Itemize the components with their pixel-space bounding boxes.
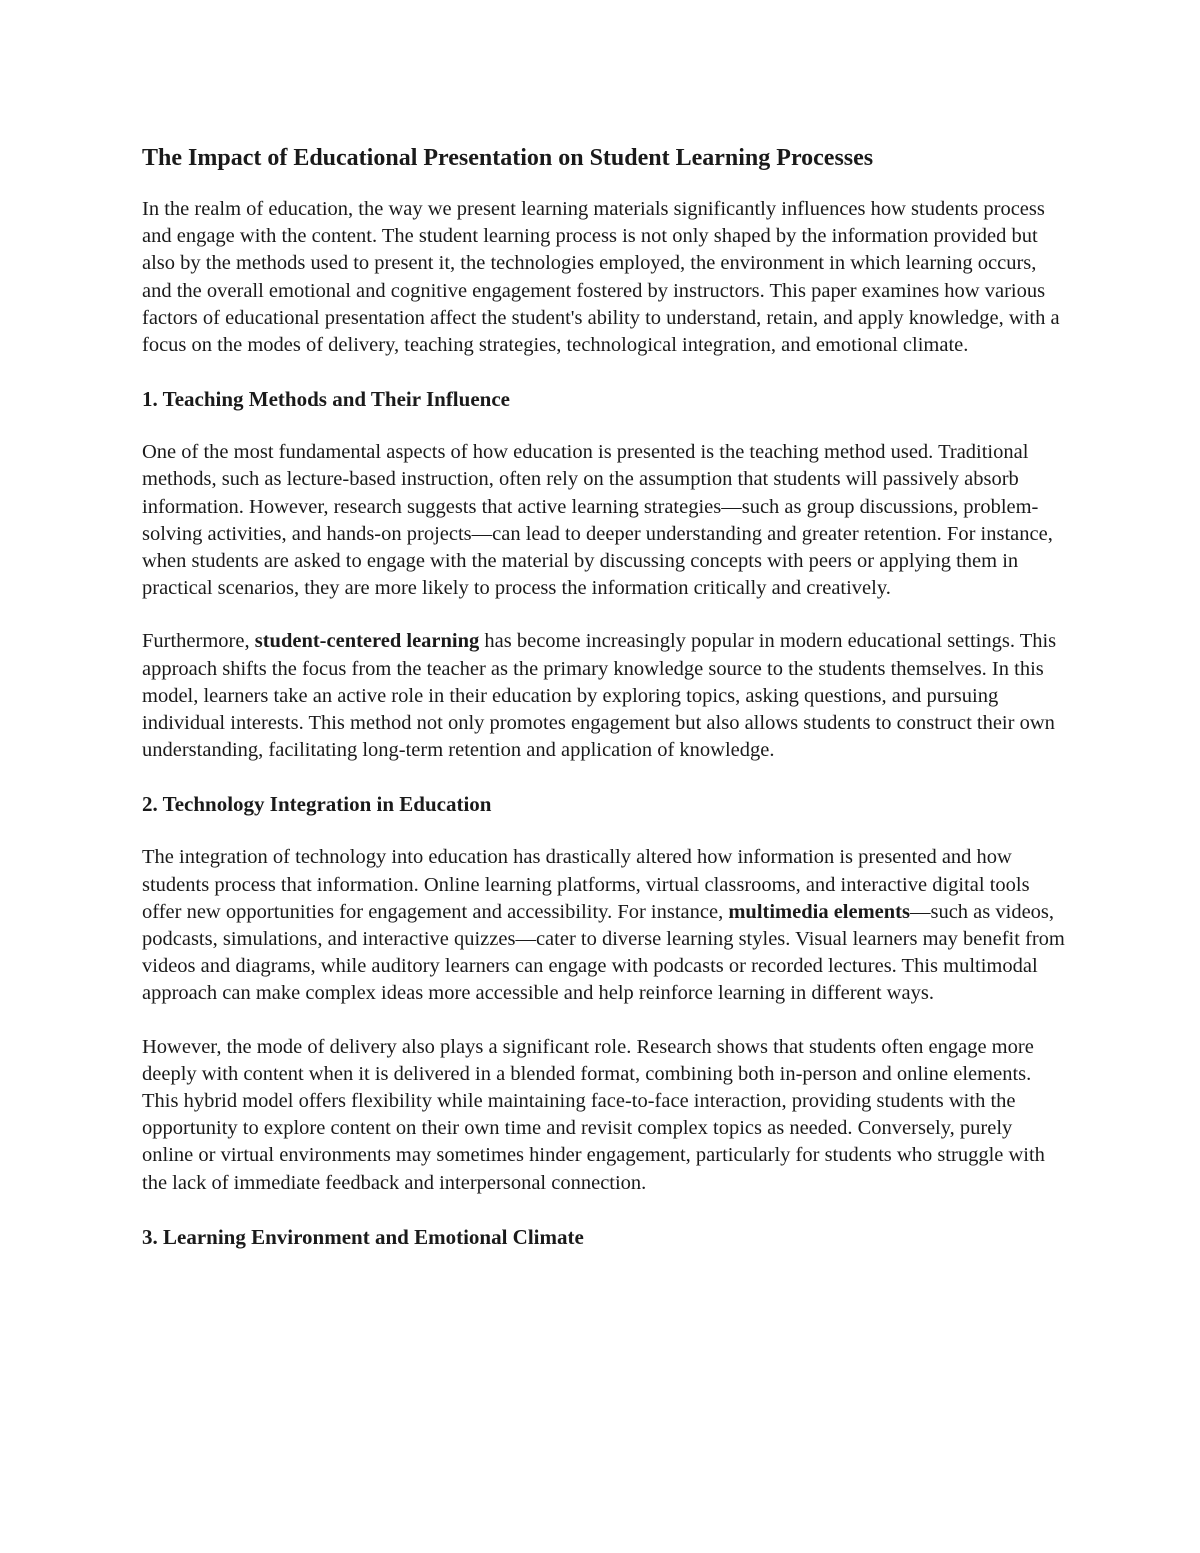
document-page bbox=[142, 140, 1067, 1277]
bold-term-multimedia-elements: multimedia elements bbox=[728, 900, 910, 923]
paragraph-text: —such as videos, podcasts, simulations, and interactive quizzes—cater to diverse learning styles. Visual learners may benefit from videos and diagrams, while auditory learners can engage with podcasts or recorded lectures. This multimodal approach can make complex ideas more accessible and help reinforce learning in different ways. bbox=[142, 900, 1065, 1005]
section-heading-learning-environment: 3. Learning Environment and Emotional Climate bbox=[142, 1224, 584, 1249]
teaching-methods-paragraph-1: One of the most fundamental aspects of how education is presented is the teaching method used. Traditional methods, such as lecture-based instruction, often rely on the assumption that students will passively absorb information. However, research suggests that active learning strategies—such as group discussions, problem-solving activities, and hands-on projects—can lead to deeper understanding and greater retention. For instance, when students are asked to engage with the material by discussing concepts with peers or applying them in practical scenarios, they are more likely to process the information critically and creatively. bbox=[142, 441, 1053, 600]
document-title: The Impact of Educational Presentation on Student Learning Processes bbox=[142, 145, 874, 171]
paragraph-text: Furthermore, bbox=[142, 630, 255, 653]
teaching-methods-paragraph-2 bbox=[142, 628, 1067, 764]
section-heading-teaching-methods: 1. Teaching Methods and Their Influence bbox=[142, 387, 510, 412]
bold-term-student-centered-learning: student-centered learning bbox=[254, 630, 480, 653]
section-heading-technology-integration: 2. Technology Integration in Education bbox=[142, 792, 492, 817]
technology-paragraph-2: However, the mode of delivery also plays a significant role. Research shows that students often engage more deeply with content when it is delivered in a blended format, combining both in-person and online elements. This hybrid model offers flexibility while maintaining face-to-face interaction, providing students with the opportunity to explore content on their own time and revisit complex topics as needed. Conversely, purely online or virtual environments may sometimes hinder engagement, particularly for students who struggle with the lack of immediate feedback and interpersonal connection. bbox=[142, 1035, 1045, 1194]
intro-paragraph: In the realm of education, the way we present learning materials significantly influences how students process and engage with the content. The student learning process is not only shaped by the information provided but also by the methods used to present it, the technologies employed, the environment in which learning occurs, and the overall emotional and cognitive engagement fostered by instructors. This paper examines how various factors of educational presentation affect the student's ability to understand, retain, and apply knowledge, with a focus on the modes of delivery, teaching strategies, technological integration, and emotional climate. bbox=[142, 198, 1060, 357]
paragraph-text: has become increasingly popular in modern educational settings. This approach shifts the focus from the teacher as the primary knowledge source to the students themselves. In this model, learners take an active role in their education by exploring topics, asking questions, and pursuing individual interests. This method not only promotes engagement but also allows students to construct their own understanding, facilitating long-term retention and application of knowledge. bbox=[142, 630, 1057, 762]
technology-paragraph-1 bbox=[142, 844, 1067, 1007]
paragraph-text: The integration of technology into education has drastically altered how information is presented and how students process that information. Online learning platforms, virtual classrooms, and interactive digital tools offer new opportunities for engagement and accessibility. For instance, bbox=[142, 846, 1030, 923]
